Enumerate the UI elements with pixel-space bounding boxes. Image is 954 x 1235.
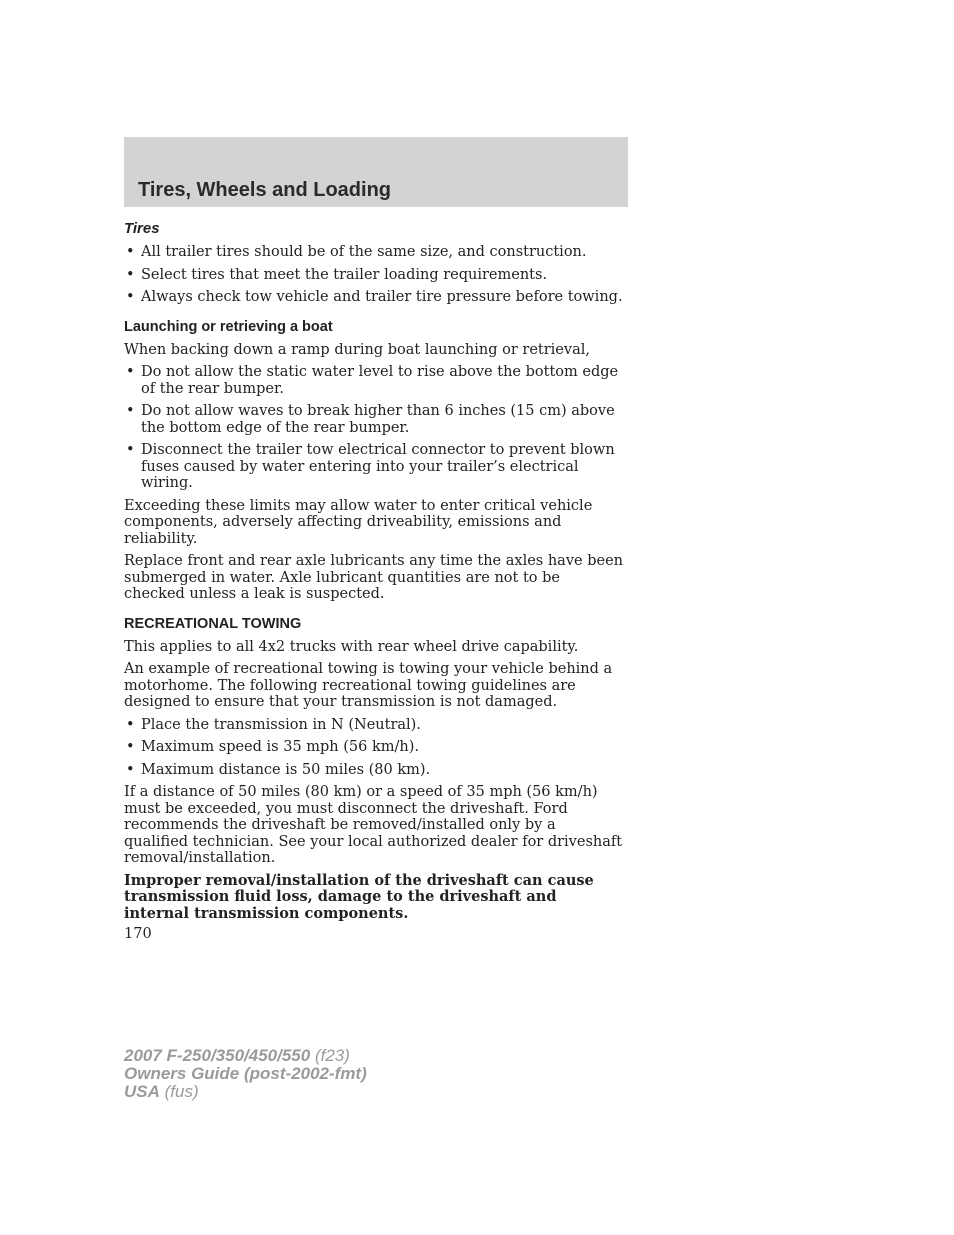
- list-item: • Maximum speed is 35 mph (56 km/h).: [124, 739, 624, 756]
- list-item: • Maximum distance is 50 miles (80 km).: [124, 762, 624, 779]
- list-item: • Do not allow waves to break higher than 6 inches (15 cm) above the bottom edge of the rear bumper.: [124, 403, 624, 436]
- boat-heading: Launching or retrieving a boat: [124, 318, 333, 335]
- towing-heading: RECREATIONAL TOWING: [124, 615, 302, 632]
- list-item: • Place the transmission in N (Neutral).: [124, 717, 624, 734]
- boat-intro: When backing down a ramp during boat launching or retrieval,: [124, 341, 590, 358]
- page-number: 170: [124, 926, 152, 942]
- list-item: • Select tires that meet the trailer loading requirements.: [124, 267, 624, 284]
- list-item: • Always check tow vehicle and trailer tire pressure before towing.: [124, 289, 624, 306]
- tires-heading: Tires: [124, 220, 160, 237]
- page-title: Tires, Wheels and Loading: [138, 179, 392, 201]
- towing-warning: Improper removal/installation of the driveshaft can cause transmission fluid loss, damage to the driveshaft and internal transmission components.: [124, 871, 594, 922]
- list-item: • Disconnect the trailer tow electrical connector to prevent blown fuses caused by water entering into your trailer’s electrical wiring.: [124, 442, 624, 492]
- footer-line-2: Owners Guide (post-2002-fmt): [124, 1064, 367, 1083]
- towing-paragraph: This applies to all 4x2 trucks with rear wheel drive capability.: [124, 638, 579, 655]
- towing-list: [124, 717, 624, 779]
- section-header-band: [124, 137, 628, 207]
- boat-list: [124, 364, 624, 492]
- towing-paragraph: An example of recreational towing is towing your vehicle behind a motorhome. The following recreational towing guidelines are designed to ensure that your transmission is not damaged.: [124, 661, 613, 710]
- boat-paragraph: Exceeding these limits may allow water to enter critical vehicle components, adversely affecting driveability, emissions and reliability.: [124, 497, 593, 547]
- document-footer: [124, 1047, 367, 1101]
- towing-paragraph: If a distance of 50 miles (80 km) or a speed of 35 mph (56 km/h) must be exceeded, you must disconnect the driveshaft. Ford recommends the driveshaft be removed/installed only by a qualified technician. See your local authorized dealer for driveshaft removal/installation.: [124, 784, 623, 866]
- tires-list: [124, 244, 624, 306]
- footer-line-3: USA (fus): [124, 1082, 199, 1101]
- footer-line-1: 2007 F-250/350/450/550 (f23): [124, 1046, 350, 1065]
- page-content: [124, 220, 624, 928]
- list-item: • Do not allow the static water level to rise above the bottom edge of the rear bumper.: [124, 364, 624, 397]
- boat-paragraph: Replace front and rear axle lubricants any time the axles have been submerged in water. Axle lubricant quantities are not to be checked unless a leak is suspected.: [124, 553, 623, 602]
- list-item: • All trailer tires should be of the same size, and construction.: [124, 244, 624, 261]
